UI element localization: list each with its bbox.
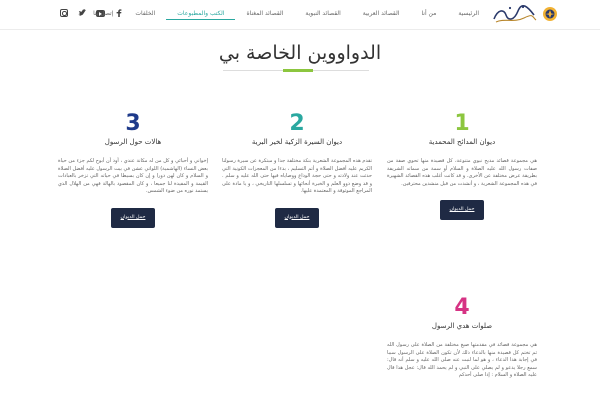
instagram-icon[interactable]: [60, 9, 68, 17]
logo-emblem-icon: [542, 5, 558, 23]
card-title: صلوات هدي الرسول: [431, 322, 493, 330]
diwan-card-3: [58, 112, 208, 228]
nav-arabic-poems[interactable]: القصائد العربية: [362, 10, 400, 17]
nav-successors[interactable]: الخلفات: [135, 10, 156, 17]
card-description: هي مجموعة قصائد مديح نبوي متنوعة، كل قصيدة منها تحوي صفة من صفات رسول الله عليه الصلاة و السلام أو سمة من سماته الشريفة بطريقة عرض مختلفة عن الأخرى. و قد كانت أغلب هذه القصائد الشهيرة في هذه المجموعة الشعرية ، و أنشدت من قبل منشدين محترفين.: [387, 158, 537, 187]
card-description: تقدم هذه المجموعة الشعرية بنكة مختلفة جدا و مبتكرة عن سيرة رسولنا الكريم عليه أفضل الصلاة و أتم التسليم ، بدءا من المعجزات الكونية التي حدثت عند ولادته و حتى حجة الوداع ووصاياه فيها حتى الله عليه و سلم . و قد وضع ذوو العلم و الخبرة أنحائها و تسلسلها التاريخي ، و يا مادة على المراجع الموثوقة و المعتمدة عليها.: [222, 158, 372, 194]
nav-contact[interactable]: إتصل بنا: [93, 10, 114, 17]
card-title: هالات حول الرسول: [104, 138, 162, 146]
card-number: 2: [289, 111, 305, 136]
card-number: 3: [125, 111, 141, 136]
nav-sung-poems[interactable]: القصائد المغناة: [246, 10, 284, 17]
site-logo[interactable]: [490, 3, 538, 25]
card-title: ديوان السيرة الزكية لخير البرية: [251, 138, 343, 146]
nav-home[interactable]: الرئيسية: [458, 10, 479, 17]
download-diwan-button[interactable]: حمل الديوان: [275, 208, 319, 228]
diwan-card-4: [387, 296, 537, 380]
card-number: 4: [454, 295, 470, 320]
card-title: ديوان المدائح المحمدية: [428, 138, 496, 146]
main-nav: [82, 9, 490, 20]
diwan-card-1: [387, 112, 537, 220]
card-description: هي مجموعة قصائد في مقدمتها صيغ مختلفة من الصلاة على رسول الله ثم تختم كل قصيدة منها بالدعاء ذلك لأن تكون الصلاة على الرسول سببا في إجابة هذا الدعاء ، و هو لما لنبت عنه صلى الله عليه و سلم أنه قال: سمع رجلا يدعو و لم يصلي على النبي و لم يحمد الله قال: عجل هذا قال عليه الصلاة و السلام : إذا صلى أحدكم: [387, 342, 537, 378]
card-description: إخواني و أحبائي و كل من له مكانة عندي ، أود أن أبوح لكم جزء من حياة بعض النساء (الهاشمية) اللواتي عشن في بيت الرسول عليه أفضل الصلاة و السلام و كان لهن دورا و إن كان بسيطا في حياته التي تزخر بالعبادات القيمة و المفيدة لنا جميعا ، و كان المقصود بالهالة فهي من الهلال الذي يستمد نوره من ضوء الشمس.: [58, 158, 208, 194]
site-header: [0, 0, 600, 30]
download-diwan-button[interactable]: حمل الديوان: [440, 200, 484, 220]
nav-prophetic-poems[interactable]: القصائد النبوية: [305, 10, 341, 17]
title-accent-bar: [283, 69, 313, 72]
nav-books[interactable]: الكتب والمطبوعات: [166, 9, 235, 20]
diwan-card-2: [222, 112, 372, 228]
card-number: 1: [454, 111, 470, 136]
download-diwan-button[interactable]: حمل الديوان: [111, 208, 155, 228]
page-title: الدواووين الخاصة بي: [218, 42, 382, 64]
nav-about[interactable]: من أنا: [421, 10, 437, 17]
